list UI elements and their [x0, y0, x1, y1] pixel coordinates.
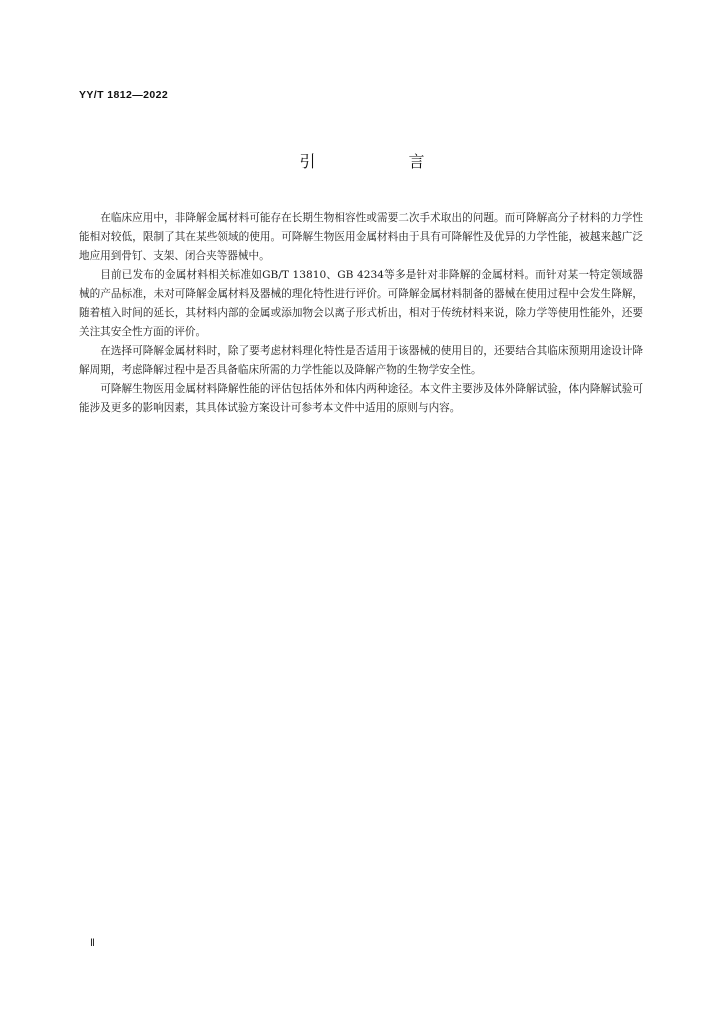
paragraph: 在选择可降解金属材料时，除了要考虑材料理化特性是否适用于该器械的使用目的，还要结合其临床预期用途设计降解周期，考虑降解过程中是否具备临床所需的力学性能以及降解产物的生物学安全性。 [79, 345, 643, 376]
page-number: Ⅱ [90, 938, 95, 949]
section-title: 引 言 [299, 152, 469, 171]
paragraph: 在临床应用中，非降解金属材料可能存在长期生物相容性或需要二次手术取出的问题。而可降解高分子材料的力学性能相对较低，限制了其在某些领域的使用。可降解生物医用金属材料由于具有可降解性及优异的力学性能，被越来越广泛地应用到骨钉、支架、闭合夹等器械中。 [79, 212, 643, 262]
paragraph: 可降解生物医用金属材料降解性能的评估包括体外和体内两种途径。本文件主要涉及体外降解试验，体内降解试验可能涉及更多的影响因素，其具体试验方案设计可参考本文件中适用的原则与内容。 [79, 383, 643, 414]
introduction-body [79, 209, 643, 418]
standard-code-header: YY/T 1812—2022 [79, 89, 169, 101]
paragraph: 目前已发布的金属材料相关标准如GB/T 13810、GB 4234等多是针对非降解的金属材料。而针对某一特定领域器械的产品标准，未对可降解金属材料及器械的理化特性进行评价。可降解金属材料制备的器械在使用过程中会发生降解，随着植入时间的延长，其材料内部的金属或添加物会以离子形式析出，相对于传统材料来说，除力学等使用性能外，还要关注其安全性方面的评价。 [79, 269, 643, 338]
